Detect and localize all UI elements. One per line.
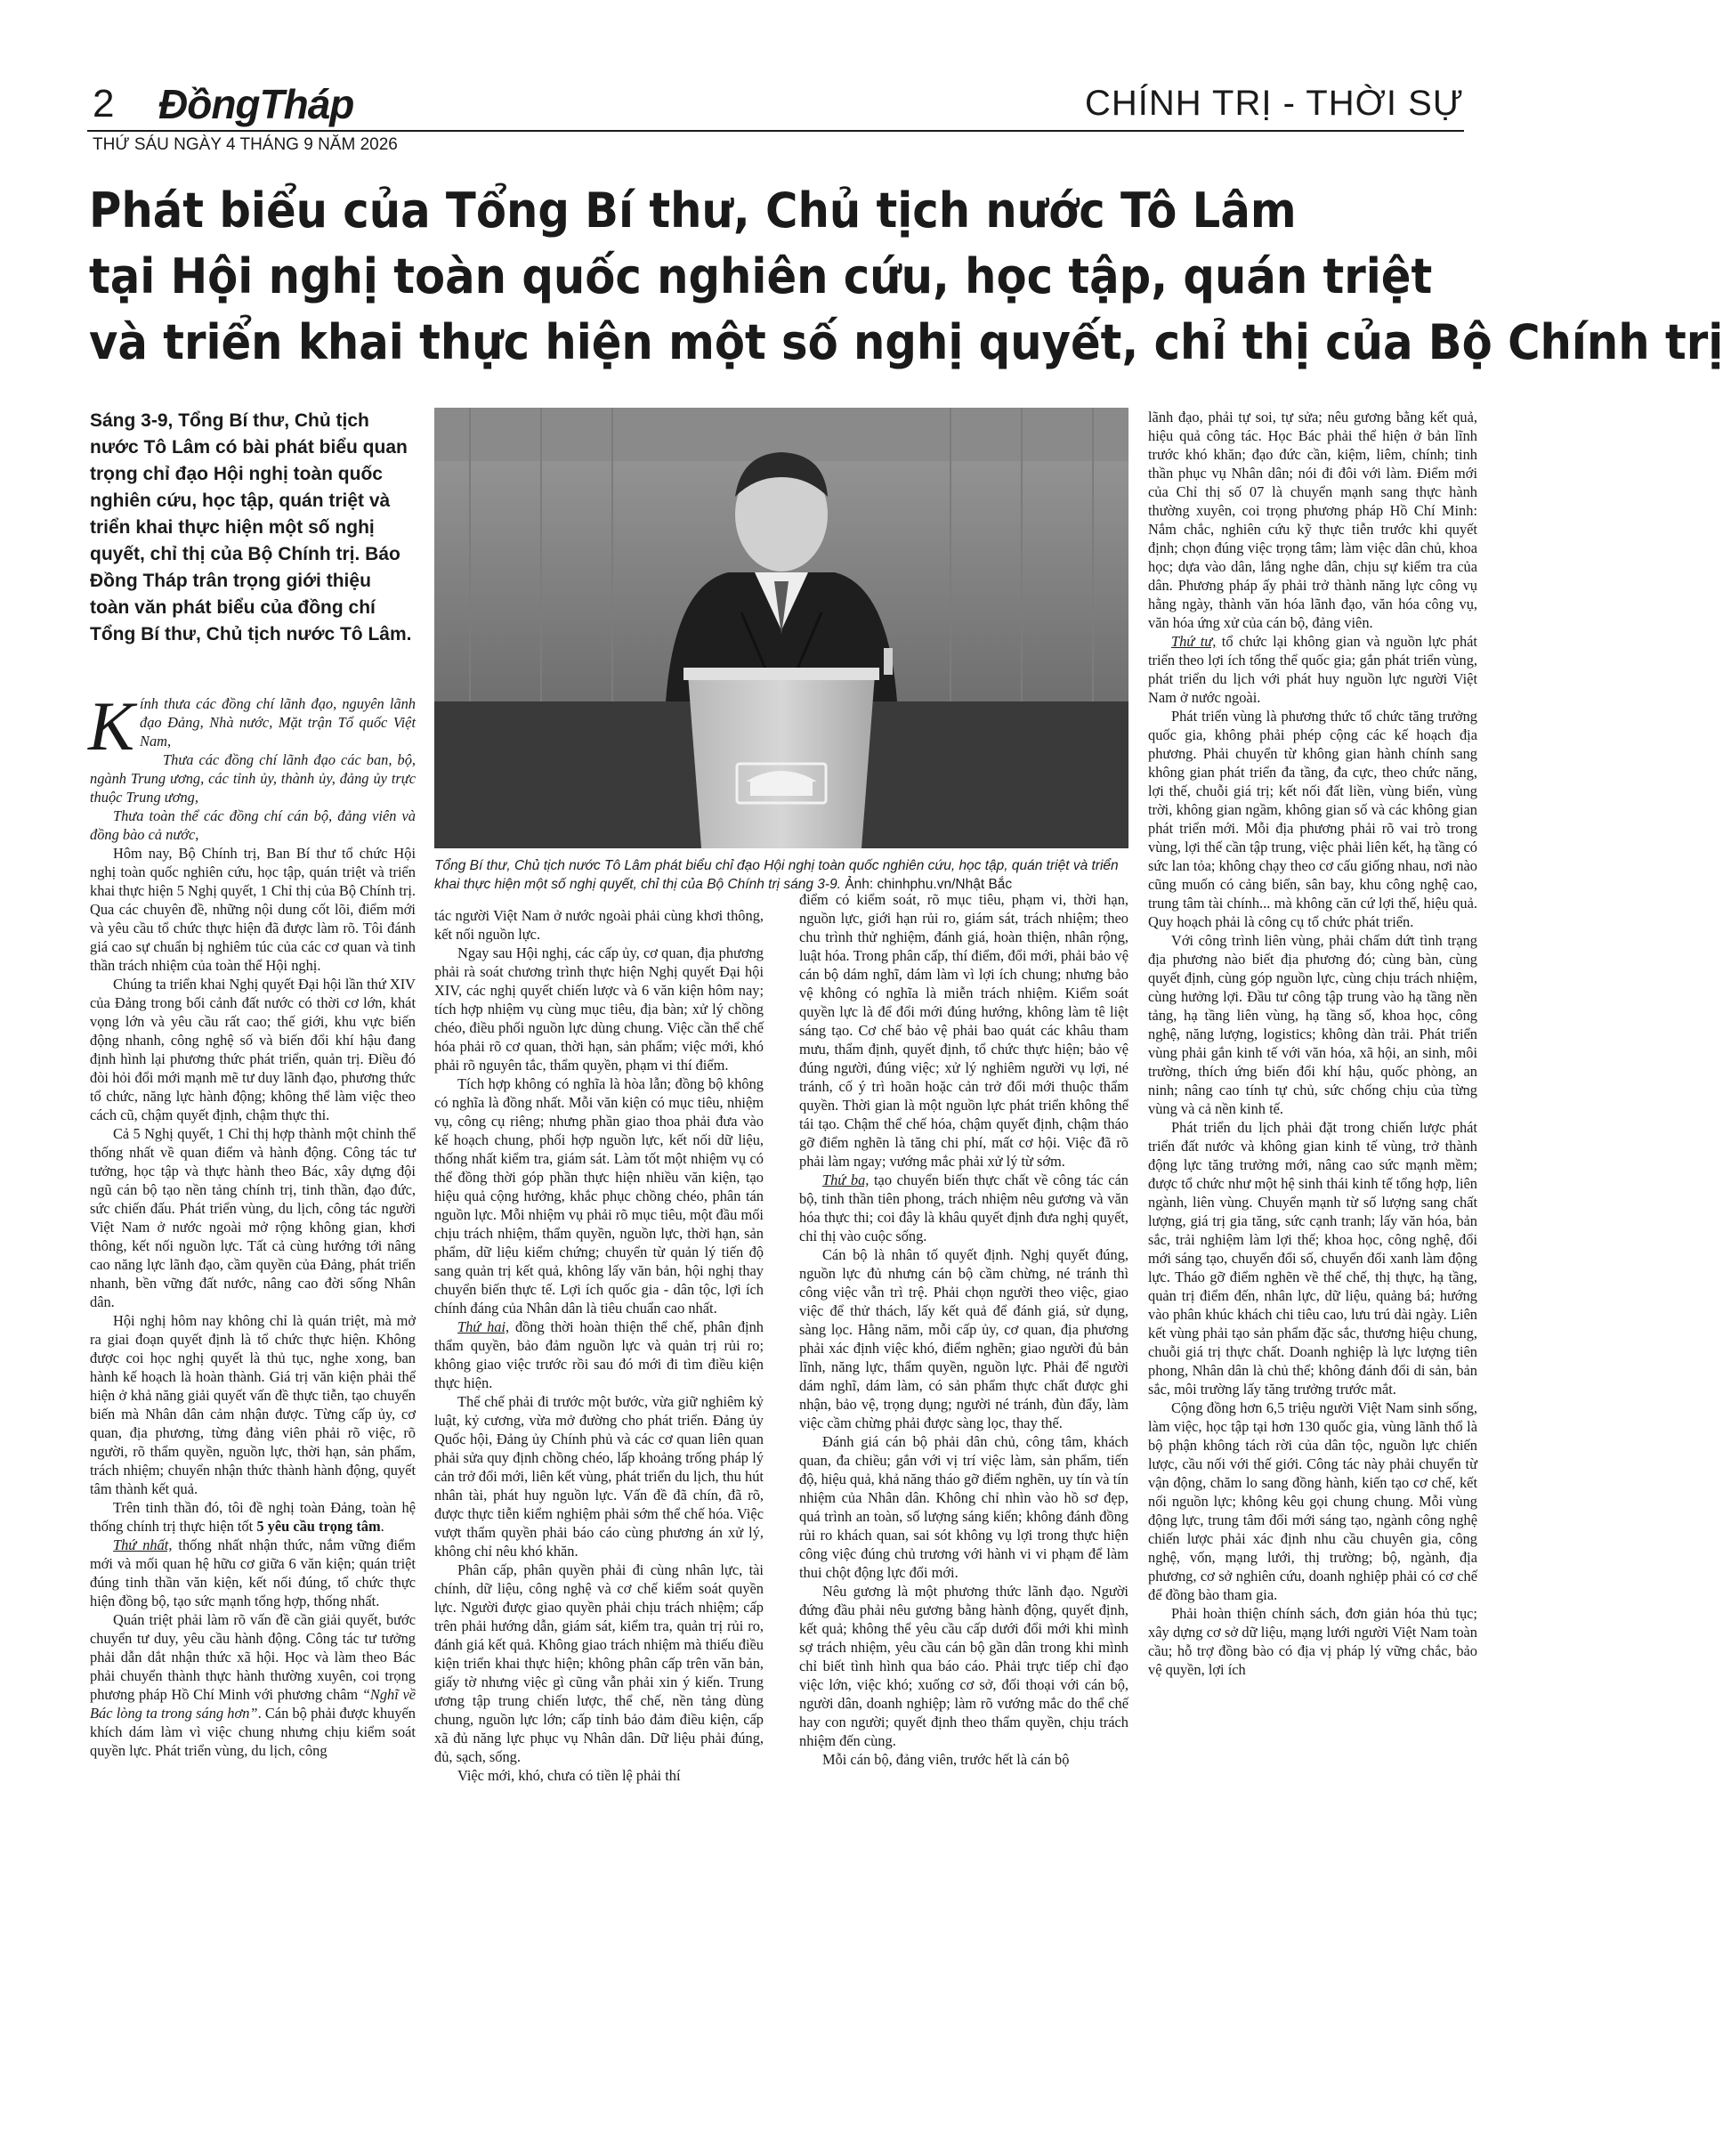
paragraph: Với công trình liên vùng, phải chấm dứt tình trạng địa phương nào biết địa phương đó; cùng bàn, cùng quyết định, cùng góp nguồn lực, cùng chịu trách nhiệm, cùng hưởng lợi. Đầu tư công tập trung vào hạ tầng nền tảng, hạ tầng liên vùng, hạ tầng số, khoa học, công nghệ, năng lượng, logistics; không dàn trải. Phát triển vùng phải gắn kinh tế với văn hóa, xã hội, an sinh, môi trường, thích ứng biến đổi khí hậu, quốc phòng, an ninh; nâng cao tính tự chủ, sức chống chịu của từng vùng và cả nền kinh tế. <box>1148 932 1477 1117</box>
logo-text: ĐồngTháp <box>158 81 354 127</box>
article-photo <box>434 408 1128 848</box>
drop-cap: K <box>88 687 135 765</box>
page-number: 2 <box>93 82 115 126</box>
paragraph: tác người Việt Nam ở nước ngoài phải cùng khơi thông, kết nối nguồn lực. <box>434 907 764 943</box>
text-run: . <box>380 1518 384 1535</box>
paragraph <box>90 1610 416 1760</box>
paragraph <box>434 1317 764 1392</box>
photo-credit: Ảnh: chinhphu.vn/Nhật Bắc <box>845 877 1013 892</box>
paragraph <box>90 1498 416 1536</box>
article-column-4 <box>1148 408 1477 1679</box>
headline-line: Phát biểu của Tổng Bí thư, Chủ tịch nước Tô Lâm <box>89 182 1297 239</box>
paragraph: Ngay sau Hội nghị, các cấp ủy, cơ quan, địa phương phải rà soát chương trình thực hiện Nghị quyết Đại hội XIV, các nghị quyết chiến lược và 6 văn kiện hôm nay; tích hợp nhiệm vụ cùng mục tiêu, địa bàn; xử lý chồng chéo, điều phối nguồn lực dùng chung. Việc cần thể chế hóa phải rõ cơ quan, thời hạn, sản phẩm; việc mới, khó phải rõ nguyên tắc, thẩm quyền, phạm vi thí điểm. <box>434 944 764 1074</box>
paragraph: Hôm nay, Bộ Chính trị, Ban Bí thư tổ chức Hội nghị toàn quốc nghiên cứu, học tập, quán triệt và triển khai thực hiện 5 Nghị quyết, 1 Chỉ thị của Bộ Chính trị. Qua các chuyên đề, những nội dung cốt lõi, điểm mới và yêu cầu tổ chức thực hiện đã được làm rõ. Tôi đánh giá cao sự chuẩn bị nghiêm túc của các cơ quan và tinh thần trách nhiệm của toàn thể Hội nghị. <box>90 845 416 974</box>
text-run: tổ chức lại không gian và nguồn lực phát triển theo lợi ích tổng thể quốc gia; gắn phát triển vùng, phát triển du lịch với phát huy nguồn lực người Việt Nam ở nước ngoài. <box>1148 633 1477 706</box>
paragraph: Hội nghị hôm nay không chỉ là quán triệt, mà mở ra giai đoạn quyết định là tổ chức thực hiện. Không được coi học nghị quyết là thủ tục, nghe xong, ban hành kế hoạch là hoàn thành. Giá trị văn kiện phải thể hiện ở khả năng giải quyết vấn đề thực tiễn, tạo chuyển biến mà Nhân dân cảm nhận được. Từng cấp ủy, cơ quan, địa phương, từng đảng viên phải rõ việc, rõ người, rõ thẩm quyền, nguồn lực, thời hạn, sản phẩm, trách nhiệm; chuyển nhận thức thành hành động, quyết tâm thành kết quả. <box>90 1312 416 1497</box>
paragraph: Việc mới, khó, chưa có tiền lệ phải thí <box>457 1767 681 1784</box>
text-run: tạo chuyển biến thực chất về công tác cán bộ, tinh thần tiên phong, trách nhiệm nêu gương và văn hóa thực thi; coi đây là khâu quyết định đưa nghị quyết, chỉ thị vào cuộc sống. <box>799 1171 1128 1244</box>
header-rule <box>87 130 1464 132</box>
paragraph: Mỗi cán bộ, đảng viên, trước hết là cán bộ <box>822 1751 1070 1768</box>
quote-text: “Nghĩ về Bác lòng ta trong sáng hơn” <box>90 1686 416 1722</box>
caption-text: Tổng Bí thư, Chủ tịch nước Tô Lâm phát biểu chỉ đạo Hội nghị toàn quốc nghiên cứu, học tập, quán triệt và triển khai thực hiện một số nghị quyết, chỉ thị của Bộ Chính trị sáng 3-9. <box>434 858 1119 892</box>
text-run: đồng thời hoàn thiện thể chế, phân định thẩm quyền, bảo đảm nguồn lực và quản trị rủi ro; không giao việc trước rồi sau đó mới đi tìm điều kiện thực hiện. <box>434 1318 764 1391</box>
paragraph: lãnh đạo, phải tự soi, tự sửa; nêu gương bằng kết quả, hiệu quả công tác. Học Bác phải thể hiện ở bản lĩnh trước khó khăn; đạo đức cần, kiệm, liêm, chính; tinh thần phục vụ Nhân dân; nói đi đôi với làm. Điểm mới của Chỉ thị số 07 là chuyển mạnh sang thực hành thường xuyên, coi trọng phương pháp Hồ Chí Minh: Nắm chắc, nghiên cứu kỹ thực tiễn trước khi quyết định; chọn đúng việc trọng tâm; làm việc dân chủ, khoa học; dựa vào dân, lắng nghe dân, chịu sự kiểm tra của dân. Phương pháp ấy phải trở thành năng lực công vụ hằng ngày, thành văn hóa lãnh đạo, văn hóa công vụ, văn hóa ứng xử của cán bộ, đảng viên. <box>1148 409 1477 631</box>
article-column-2 <box>434 906 764 1785</box>
point-label: Thứ ba, <box>822 1171 870 1188</box>
paragraph: Chúng ta triển khai Nghị quyết Đại hội lần thứ XIV của Đảng trong bối cảnh đất nước có thời cơ lớn, khát vọng lớn và yêu cầu rất cao; thế giới, khu vực biến động nhanh, công nghệ số và biến đổi khí hậu đang định hình lại phương thức phát triển, quản trị. Điều đó đòi hỏi đổi mới mạnh mẽ tư duy lãnh đạo, phương thức tổ chức, năng lực hành động; không thể làm việc theo cách cũ, chậm quyết định, chậm thực thi. <box>90 976 416 1123</box>
article-headline <box>89 178 1723 376</box>
photo-caption <box>434 856 1128 894</box>
paragraph: Thể chế phải đi trước một bước, vừa giữ nghiêm kỷ luật, kỷ cương, vừa mở đường cho phát triển. Đảng ủy Quốc hội, Đảng ủy Chính phủ và các cơ quan liên quan phải sửa quy định chồng chéo, lấp khoảng trống pháp lý cản trở đổi mới, liên kết vùng, phát triển du lịch, thu hút nhân tài, phát huy nguồn lực. Vấn đề đã chín, đã rõ, được thực tiễn kiểm nghiệm phải sớm thể chế hóa. Việc vượt thẩm quyền phải báo cáo cùng phương án xử lý, không chỉ nêu khó khăn. <box>434 1393 764 1560</box>
paragraph: Cả 5 Nghị quyết, 1 Chỉ thị hợp thành một chỉnh thể thống nhất về quan điểm và hành động. Công tác tư tưởng, học tập và thực hành theo Bác, xây dựng đội ngũ cán bộ tạo nền tảng chính trị, tinh thần, đạo đức, sức chiến đấu. Phát triển vùng, du lịch, công tác người Việt Nam ở nước ngoài mở rộng không gian, khơi thông, kết nối nguồn lực. Tất cả cùng hướng tới nâng cao năng lực lãnh đạo, cầm quyền của Đảng, phát triển nhanh, bền vững đất nước, nâng cao đời sống Nhân dân. <box>90 1125 416 1310</box>
salutation <box>88 687 416 765</box>
paragraph: Cán bộ là nhân tố quyết định. Nghị quyết đúng, nguồn lực đủ nhưng cán bộ cầm chừng, né tránh thì công việc vẫn trì trệ. Phải chọn người theo việc, giao việc để thử thách, lấy kết quả để đánh giá, sử dụng, sàng lọc. Hằng năm, mỗi cấp ủy, cơ quan, địa phương phải xác định việc khó, điểm nghẽn; giao người đủ bản lĩnh, năng lực, thẩm quyền, nguồn lực. Phải để người dám nghĩ, dám làm, có sản phẩm thực chất được ghi nhận, bảo vệ, trọng dụng; người né tránh, đùn đẩy, làm việc cầm chừng phải được sàng lọc, thay thế. <box>799 1246 1128 1431</box>
salutation-line: ính thưa các đồng chí lãnh đạo, nguyên lãnh đạo Đảng, Nhà nước, Mặt trận Tổ quốc Việt Nam, <box>140 695 416 750</box>
newspaper-logo <box>158 80 353 128</box>
salutation-line: Thưa các đồng chí lãnh đạo các ban, bộ, ngành Trung ương, các tỉnh ủy, thành ủy, đảng ủy trực thuộc Trung ương, <box>90 751 416 806</box>
salutation-line: Thưa toàn thể các đồng chí cán bộ, đảng viên và đồng bào cả nước, <box>90 807 416 843</box>
point-label: Thứ hai, <box>457 1318 510 1335</box>
text-run: . Cán bộ phải được khuyến khích dám làm vì việc chung nhưng chịu kiểm soát quyền lực. Phát triển vùng, du lịch, công <box>90 1705 416 1759</box>
paragraph: Phát triển du lịch phải đặt trong chiến lược phát triển đất nước và không gian kinh tế vùng, trở thành động lực tăng trưởng mới, nâng cao sức mạnh mềm; được tổ chức như một hệ sinh thái kinh tế tổng hợp, liên ngành, liên vùng. Chuyển mạnh từ số lượng sang chất lượng, giá trị gia tăng, sức cạnh tranh; lấy văn hóa, bản sắc, trải nghiệm làm lợi thế; khoa học, công nghệ, đổi mới sáng tạo, chuyển đổi số, chuyển đổi xanh làm động lực. Tháo gỡ điểm nghẽn về thể chế, thị thực, hạ tầng, quản trị điểm đến, nhân lực, dữ liệu, quảng bá; hướng vào phân khúc khách chi tiêu cao, lưu trú dài ngày. Liên kết vùng phải tạo sản phẩm đặc sắc, thương hiệu chung, chuỗi giá trị thực chất. Doanh nghiệp là lực lượng tiên phong, Nhân dân là chủ thể; không đánh đổi di sản, bản sắc, môi trường lấy tăng trưởng trước mắt. <box>1148 1119 1477 1398</box>
article-lead: Sáng 3-9, Tổng Bí thư, Chủ tịch nước Tô Lâm có bài phát biểu quan trọng chỉ đạo Hội nghị toàn quốc nghiên cứu, học tập, quán triệt và triển khai thực hiện một số nghị quyết, chỉ thị của Bộ Chính trị. Báo Đồng Tháp trân trọng giới thiệu toàn văn phát biểu của đồng chí Tổng Bí thư, Chủ tịch nước Tô Lâm. <box>90 410 412 644</box>
bold-text: 5 yêu cầu trọng tâm <box>256 1518 381 1535</box>
paragraph: Phát triển vùng là phương thức tổ chức tăng trưởng quốc gia, không phải phép cộng các kế hoạch địa phương. Phải chuyển từ không gian hành chính sang không gian phát triển đa tầng, đa cực, theo chức năng, lợi thế, chuỗi giá trị; kết nối đất liền, vùng biển, vùng trời, không gian ngầm, không gian số và các không gian phát triển mới. Mỗi địa phương phải rõ vai trò trong vùng, lợi thế cần tập trung, việc phải liên kết, hạ tầng có sức lan tỏa; không chạy theo cơ cấu giống nhau, nơi nào cũng muốn có cảng biển, sân bay, khu công nghệ cao, trung tâm tài chính... mà không căn cứ lợi thế, hiệu quả. Quy hoạch phải là công cụ tổ chức phát triển. <box>1148 708 1477 930</box>
photo-illustration <box>434 408 1128 848</box>
paragraph: Đánh giá cán bộ phải dân chủ, công tâm, khách quan, đa chiều; gắn với vị trí việc làm, sản phẩm, tiến độ, hiệu quả, khả năng tháo gỡ điểm nghẽn, uy tín và tín nhiệm của Nhân dân. Không chỉ nhìn vào hồ sơ đẹp, quá trình an toàn, số lượng sáng kiến; không đánh đồng rủi ro khách quan, sai sót không vụ lợi trong thực hiện công việc đúng chủ trương với hành vi vi phạm để làm thui chột động lực đổi mới. <box>799 1433 1128 1581</box>
paragraph: Tích hợp không có nghĩa là hòa lẫn; đồng bộ không có nghĩa là đồng nhất. Mỗi văn kiện có mục tiêu, nhiệm vụ, công cụ riêng; nhưng phần giao thoa phải đưa vào kế hoạch chung, phối hợp nguồn lực, kết nối dữ liệu, thống nhất kiểm tra, giám sát. Làm tốt một nhiệm vụ có thể đồng thời góp phần thực hiện nhiều văn kiện, tạo hiệu quả cộng hưởng, khắc phục chồng chéo, phân tán nguồn lực. Mỗi nhiệm vụ phải rõ mục tiêu, một đầu mối chịu trách nhiệm, thẩm quyền, nguồn lực, thời hạn, sản phẩm, dữ liệu kiểm chứng; chuyển từ quản lý tiến độ sang quản trị kết quả, không lấy văn bản, hội nghị thay chuyển biến thực tế. Lợi ích quốc gia - dân tộc, lợi ích chính đáng của Nhân dân là tiêu chuẩn cao nhất. <box>434 1075 764 1317</box>
paragraph: Phải hoàn thiện chính sách, đơn giản hóa thủ tục; xây dựng cơ sở dữ liệu, mạng lưới người Việt Nam toàn cầu; hỗ trợ đồng bào có địa vị pháp lý vững chắc, bảo vệ quyền, lợi ích <box>1148 1605 1477 1678</box>
headline-line: và triển khai thực hiện một số nghị quyết, chỉ thị của Bộ Chính trị <box>89 314 1723 370</box>
paragraph: Cộng đồng hơn 6,5 triệu người Việt Nam sinh sống, làm việc, học tập tại hơn 130 quốc gia, vùng lãnh thổ là bộ phận không tách rời của dân tộc, nguồn lực chiến lược, cầu nối với thế giới. Công tác này phải chuyển từ vận động, chăm lo sang đồng hành, kiến tạo cơ chế, kết nối nguồn lực; không kêu gọi chung chung. Mỗi vùng động lực, trung tâm đổi mới sáng tạo, ngành công nghệ chiến lược phải xác định nhu cầu chuyên gia, công nghệ, vốn, mạng lưới, thị trường; bộ, ngành, địa phương, cơ sở nghiên cứu, doanh nghiệp phải có cơ chế để đồng bào tham gia. <box>1148 1399 1477 1603</box>
paragraph: điểm có kiểm soát, rõ mục tiêu, phạm vi, thời hạn, nguồn lực, giới hạn rủi ro, giám sát, trách nhiệm; theo chu trình thử nghiệm, đánh giá, hoàn thiện, nhân rộng, luật hóa. Trong phân cấp, thí điểm, đổi mới, phải bảo vệ cán bộ dám nghĩ, dám làm vì lợi ích chung; nhưng bảo vệ không có nghĩa là miễn trách nhiệm. Kiểm soát quyền lực là để đổi mới đúng hướng, không làm tê liệt sáng tạo. Cơ chế bảo vệ phải bao quát các khâu tham mưu, thẩm định, quyết định, tổ chức thực hiện; bảo vệ đúng người, đúng việc; xử lý nghiêm người vụ lợi, né tránh, cố ý trì hoãn hoặc cản trở đổi mới thuộc thẩm quyền. Thời gian là một nguồn lực phát triển không thể tái tạo. Chậm thể chế hóa, chậm quyết định, chậm tháo gỡ điểm nghẽn là tăng chi phí, mất cơ hội. Việc đã rõ phải làm ngay; vướng mắc phải xử lý từ sớm. <box>799 891 1128 1170</box>
article-column-3 <box>799 890 1128 1769</box>
article-column-1 <box>88 687 416 1760</box>
paragraph: Nêu gương là một phương thức lãnh đạo. Người đứng đầu phải nêu gương bằng hành động, quyết định, kết quả; không thể yêu cầu cấp dưới đổi mới khi mình sợ trách nhiệm, yêu cầu cán bộ gần dân trong khi mình chỉ biết tình hình qua báo cáo. Phải trực tiếp chỉ đạo việc lớn, việc khó; xuống cơ sở, đối thoại với cán bộ, người dân, doanh nghiệp; làm rõ vướng mắc do thể chế hay con người; quyết định theo thẩm quyền, chịu trách nhiệm đến cùng. <box>799 1583 1128 1749</box>
paragraph <box>90 1536 416 1610</box>
paragraph <box>799 1171 1128 1245</box>
text-run: Quán triệt phải làm rõ vấn đề cần giải quyết, bước chuyển tư duy, yêu cầu hành động. Công tác tư tưởng phải dẫn dắt nhận thức xã hội. Học và làm theo Bác phải chuyển thành thực hành thường xuyên, coi trọng phương pháp Hồ Chí Minh với phương châm <box>90 1611 416 1703</box>
section-title: CHÍNH TRỊ - THỜI SỰ <box>1085 84 1464 123</box>
text-run: thống nhất nhận thức, nắm vững điểm mới và mối quan hệ hữu cơ giữa 6 văn kiện; quán triệt đúng tinh thần văn kiện, kết nối đúng, tổ chức thực hiện đồng bộ, tạo sức mạnh tổng hợp, thống nhất. <box>90 1536 416 1609</box>
headline-line: tại Hội nghị toàn quốc nghiên cứu, học tập, quán triệt <box>89 248 1433 304</box>
point-label: Thứ tư, <box>1171 633 1217 650</box>
paragraph <box>1148 632 1477 707</box>
point-label: Thứ nhất, <box>113 1536 173 1553</box>
paragraph: Phân cấp, phân quyền phải đi cùng nhân lực, tài chính, dữ liệu, công nghệ và cơ chế kiểm soát quyền lực. Người được giao quyền phải chịu trách nhiệm; cấp trên phải hướng dẫn, giám sát, kiểm tra, quản trị rủi ro, đánh giá kết quả. Không giao trách nhiệm mà thiếu điều kiện triển khai thực hiện; không phân cấp trên văn bản, giấy tờ nhưng việc gì cũng vẫn phải xin ý kiến. Trung ương tập trung chiến lược, thể chế, nền tảng dùng chung, nguồn lực lớn; cấp tỉnh bảo đảm điều kiện, cấp xã đủ năng lực phục vụ Nhân dân. Dữ liệu phải đúng, đủ, sạch, sống. <box>434 1561 764 1765</box>
dateline: THỨ SÁU NGÀY 4 THÁNG 9 NĂM 2026 <box>93 135 398 154</box>
text-run: Trên tinh thần đó, tôi đề nghị toàn Đảng, toàn hệ thống chính trị thực hiện tốt <box>90 1499 416 1535</box>
